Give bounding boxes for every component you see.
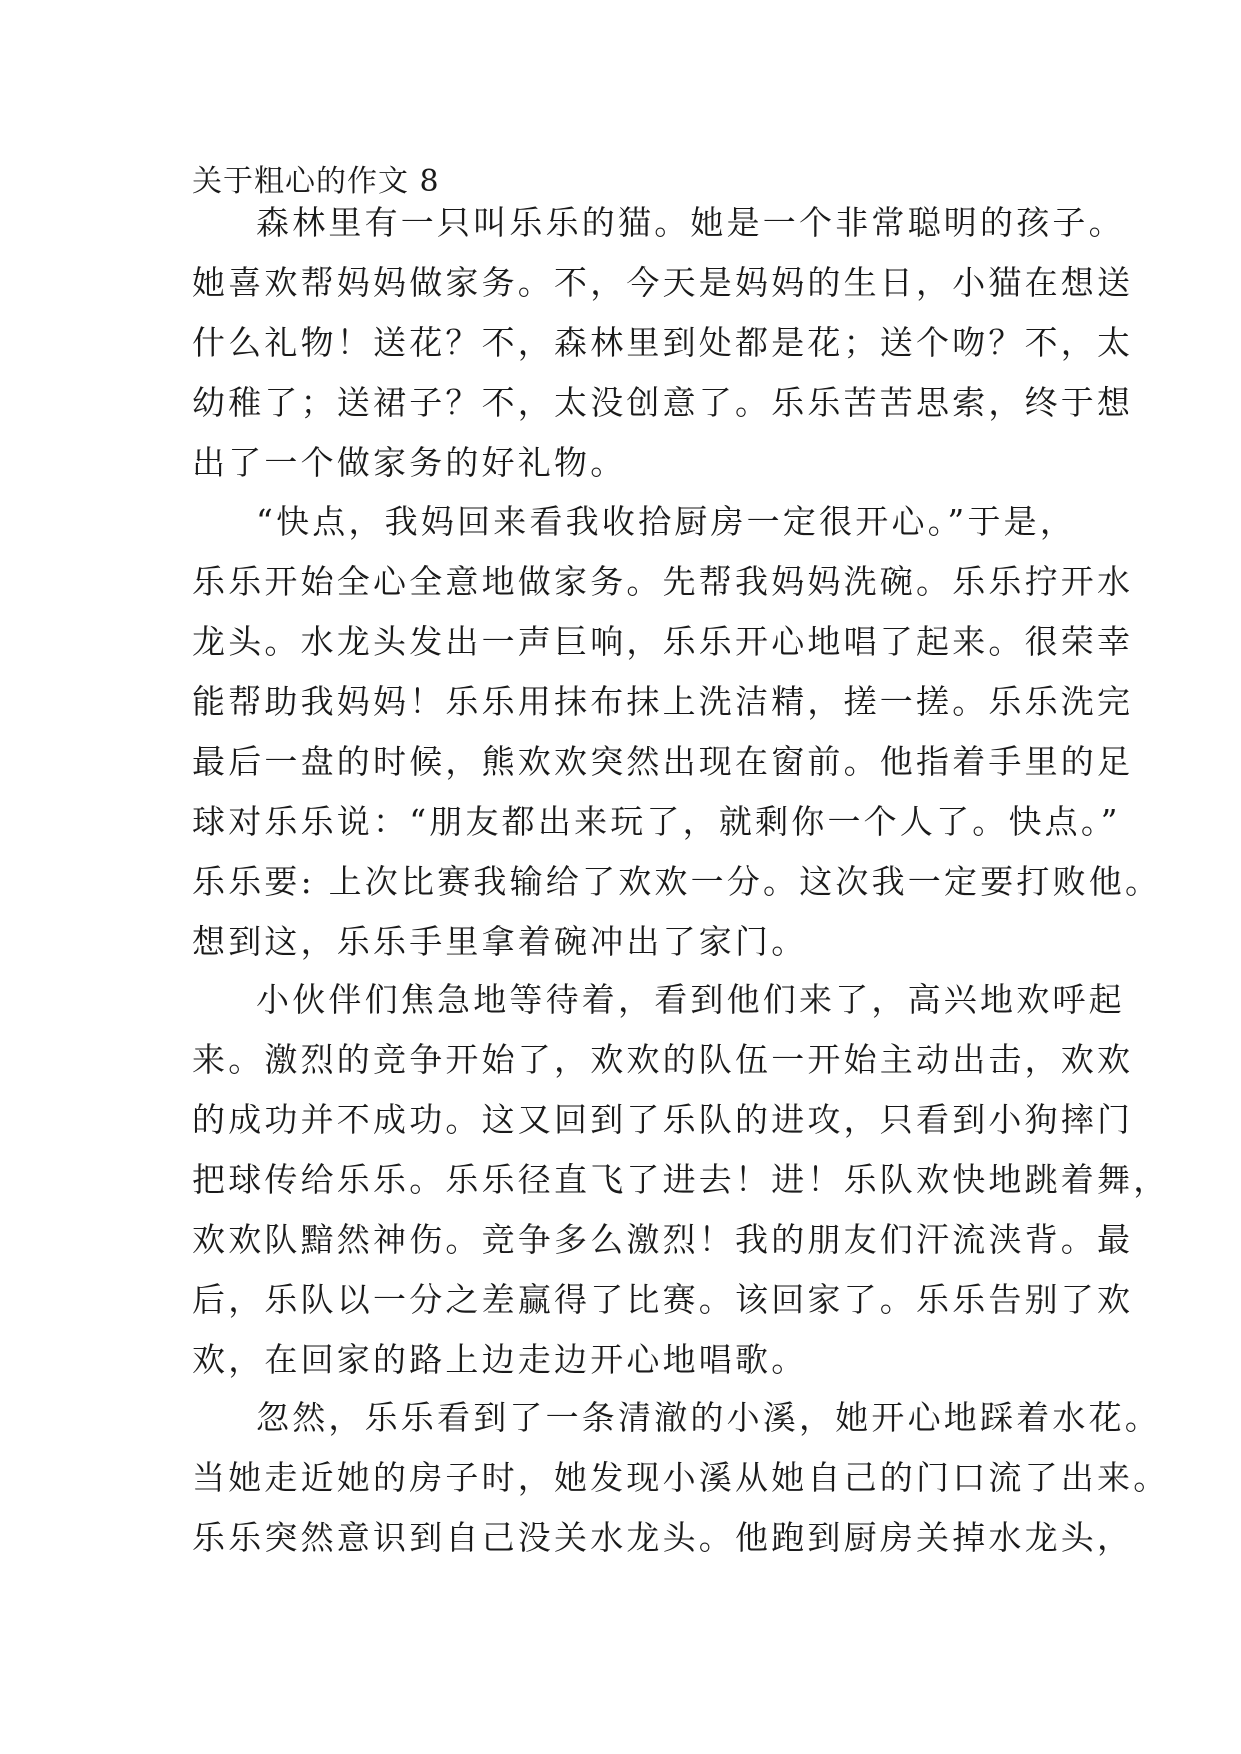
paragraph-line: 能帮助我妈妈！乐乐用抹布抹上洗洁精，搓一搓。乐乐洗完 (192, 682, 1134, 721)
paragraph-line: 出了一个做家务的好礼物。 (192, 443, 627, 482)
paragraph-line: 的成功并不成功。这又回到了乐队的进攻，只看到小狗摔门 (192, 1100, 1134, 1139)
paragraph-line: 最后一盘的时候，熊欢欢突然出现在窗前。他指着手里的足 (192, 742, 1134, 781)
paragraph-line: 欢，在回家的路上边走边开心地唱歌。 (192, 1340, 808, 1379)
paragraph-line: 想到这，乐乐手里拿着碗冲出了家门。 (192, 922, 808, 961)
paragraph-1 (192, 193, 1134, 493)
paragraph-line: 球对乐乐说：“朋友都出来玩了，就剩你一个人了。快点。” (192, 802, 1121, 841)
paragraph-3 (192, 970, 1170, 1390)
paragraph-line: 来。激烈的竞争开始了，欢欢的队伍一开始主动出击，欢欢 (192, 1040, 1134, 1079)
paragraph-line: 龙头。水龙头发出一声巨响，乐乐开心地唱了起来。很荣幸 (192, 622, 1134, 661)
paragraph-line: 乐乐要: 上次比赛我输给了欢欢一分。这次我一定要打败他。 (192, 862, 1162, 901)
paragraph-line: 她喜欢帮妈妈做家务。不，今天是妈妈的生日，小猫在想送 (192, 263, 1134, 302)
document-title: 关于粗心的作文 8 (192, 164, 440, 199)
paragraph-line: 幼稚了；送裙子？不，太没创意了。乐乐苦苦思索，终于想 (192, 383, 1134, 422)
paragraph-line: 森林里有一只叫乐乐的猫。她是一个非常聪明的孩子。 (256, 203, 1125, 242)
paragraph-line: 把球传给乐乐。乐乐径直飞了进去！进！乐队欢快地跳着舞， (192, 1160, 1170, 1199)
paragraph-line: 小伙伴们焦急地等待着，看到他们来了，高兴地欢呼起 (256, 980, 1125, 1019)
paragraph-line: 什么礼物！送花？不，森林里到处都是花；送个吻？不，太 (192, 323, 1134, 362)
paragraph-line: 欢欢队黯然神伤。竞争多么激烈！我的朋友们汗流浃背。最 (192, 1220, 1134, 1259)
paragraph-line: 后，乐队以一分之差赢得了比赛。该回家了。乐乐告别了欢 (192, 1280, 1134, 1319)
paragraph-2 (192, 492, 1162, 972)
paragraph-line: 乐乐突然意识到自己没关水龙头。他跑到厨房关掉水龙头， (192, 1518, 1134, 1557)
paragraph-line: 忽然，乐乐看到了一条清澈的小溪，她开心地踩着水花。 (256, 1398, 1161, 1437)
paragraph-4 (192, 1388, 1170, 1568)
paragraph-line: 当她走近她的房子时，她发现小溪从她自己的门口流了出来。 (192, 1458, 1170, 1497)
paragraph-line: 乐乐开始全心全意地做家务。先帮我妈妈洗碗。乐乐拧开水 (192, 562, 1134, 601)
paragraph-line: “快点，我妈回来看我收拾厨房一定很开心。”于是， (256, 502, 1077, 541)
